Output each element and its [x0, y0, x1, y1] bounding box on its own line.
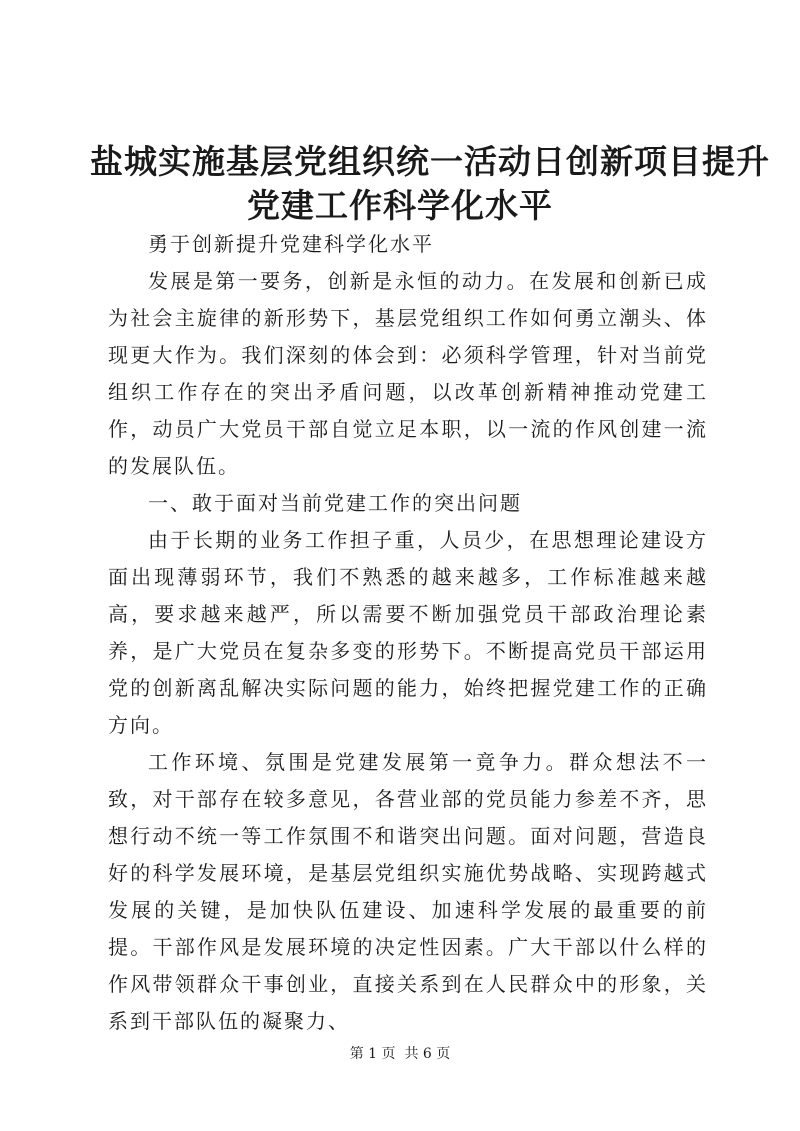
body-paragraph: 工作环境、氛围是党建发展第一竟争力。群众想法不一致，对干部存在较多意见，各营业部的党员能力参差不齐，思想行动不统一等工作氛围不和谐突出问题。面对问题，营造良好的科学发展环境，是基层党组织实施优势战略、实现跨越式发展的关键，是加快队伍建设、加速科学发展的最重要的前提。干部作风是发展环境的决定性因素。广大干部以什么样的作风带领群众干事创业，直接关系到在人民群众中的形象，关系到干部队伍的凝聚力、: [108, 750, 708, 1033]
document-title: [90, 140, 770, 228]
page-number-footer: 第 1 页 共 6 页: [349, 1046, 451, 1062]
title-line-1: 盐城实施基层党组织统一活动日创新项目提升: [90, 142, 770, 181]
body-paragraph: 发展是第一要务，创新是永恒的动力。在发展和创新已成为社会主旋律的新形势下，基层党组织工作如何勇立潮头、体现更大作为。我们深刻的体会到：必须科学管理，针对当前党组织工作存在的突出矛盾问题，以改革创新精神推动党建工作，动员广大党员干部自觉立足本职，以一流的作风创建一流的发展队伍。: [108, 269, 708, 478]
document-body: [108, 226, 708, 1040]
body-paragraph: 由于长期的业务工作担子重，人员少，在思想理论建设方面出现薄弱环节，我们不熟悉的越来越多，工作标准越来越高，要求越来越严，所以需要不断加强党员干部政治理论素养，是广大党员在复杂多变的形势下。不断提高党员干部运用党的创新离乱解决实际问题的能力，始终把握党建工作的正确方向。: [108, 528, 708, 737]
title-line-2: 党建工作科学化水平: [247, 186, 553, 225]
subtitle-paragraph: 勇于创新提升党建科学化水平: [148, 232, 434, 256]
section-heading: 一、敢于面对当前党建工作的突出问题: [148, 491, 522, 515]
